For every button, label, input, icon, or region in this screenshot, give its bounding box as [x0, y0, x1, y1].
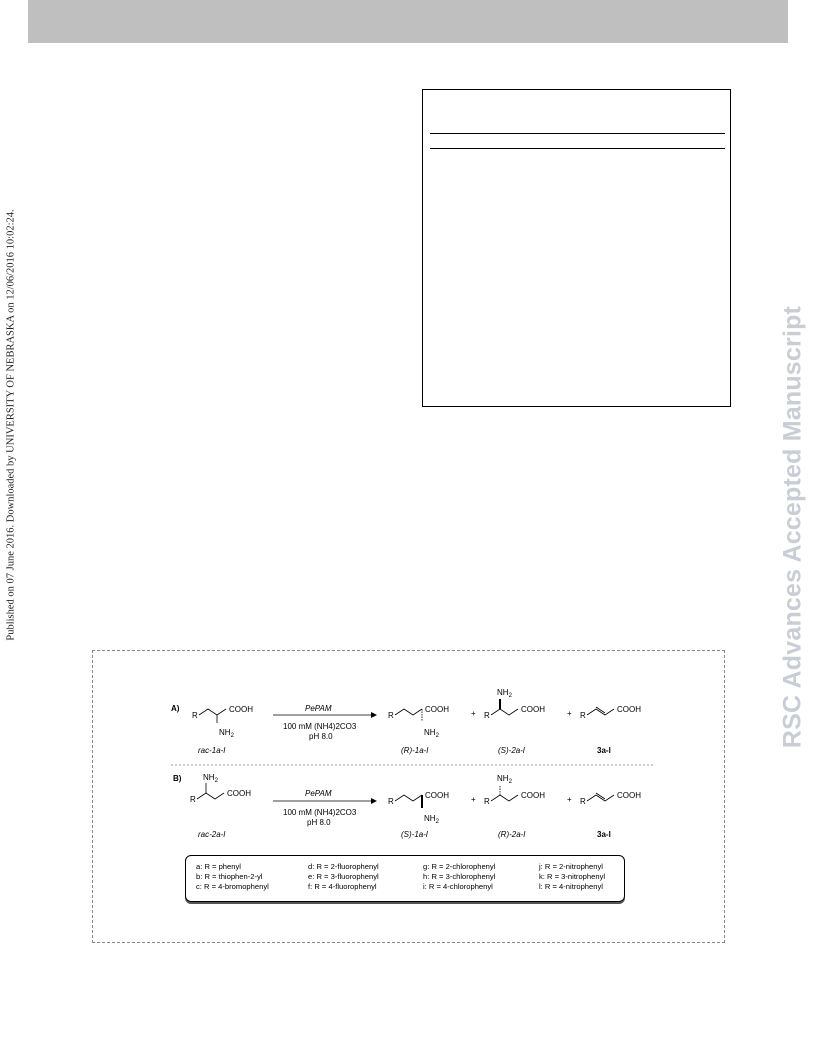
substrate-b-r-group: R: [190, 795, 196, 804]
reaction-scheme: [92, 650, 725, 943]
product-b1-r-group: R: [388, 797, 394, 806]
product-a1-r-group: R: [388, 711, 394, 720]
substrate-b-amine: $NH_2$: [203, 773, 218, 784]
legend-item: e: R = 3-fluorophenyl: [308, 872, 379, 881]
substituent-legend-grid: [196, 862, 618, 892]
legend-item: a: R = phenyl: [196, 862, 241, 871]
legend-item: i: R = 4-chlorophenyl: [423, 882, 493, 891]
product-b2-r-group: R: [484, 797, 490, 806]
product-a2-amine: $NH_2$: [497, 688, 512, 699]
table-top-rule: [430, 133, 725, 134]
product-a3-name: 3a-l: [597, 746, 611, 755]
substrate-a-r-group: R: [192, 711, 198, 720]
accepted-manuscript-watermark: [770, 0, 816, 1056]
product-a2-name: (S)-2a-l: [498, 746, 525, 755]
legend-item: d: R = 2-fluorophenyl: [308, 862, 379, 871]
product-b1-acid: COOH: [425, 791, 449, 800]
substrate-b-name: rac-2a-l: [198, 830, 226, 839]
publication-note-text: Published on 07 June 2016. Downloaded by UNIVERSITY OF NEBRASKA on 12/06/2016 10:02:24.: [5, 209, 17, 641]
product-a3-acid: COOH: [617, 705, 641, 714]
legend-item: g: R = 2-chlorophenyl: [423, 862, 496, 871]
substrate-a-amine: $NH_2$: [219, 728, 234, 739]
legend-item: b: R = thiophen-2-yl: [196, 872, 263, 881]
product-a1-structure: [395, 709, 422, 721]
substituent-legend: [185, 855, 625, 902]
product-a2-r-group: R: [484, 711, 490, 720]
legend-item: h: R = 3-chlorophenyl: [423, 872, 496, 881]
product-a3-r-group: R: [580, 711, 586, 720]
product-a2-acid: COOH: [521, 705, 545, 714]
substrate-a-acid: COOH: [229, 705, 253, 714]
legend-item: k: R = 3-nitrophenyl: [539, 872, 606, 881]
plus-sign: +: [471, 795, 476, 804]
product-a2-structure: [491, 699, 518, 715]
panel-a: [171, 688, 641, 755]
journal-header-bar: [28, 0, 788, 43]
legend-item: l: R = 4-nitrophenyl: [539, 882, 603, 891]
substrate-a-name: rac-1a-l: [198, 746, 226, 755]
conditions-b-ph: pH 8.0: [307, 818, 331, 827]
publication-side-note: [0, 0, 22, 1056]
enzyme-b: PePAM: [305, 789, 332, 798]
legend-item: j: R = 2-nitrophenyl: [539, 862, 603, 871]
conditions-a-ph: pH 8.0: [309, 732, 333, 741]
product-a1-amine: $NH_2$: [424, 728, 439, 739]
product-b2-name: (R)-2a-l: [498, 830, 526, 839]
plus-sign: +: [471, 709, 476, 718]
conditions-a-buffer: 100 mM (NH4)2CO3: [283, 722, 357, 731]
product-b1-name: (S)-1a-l: [401, 830, 428, 839]
product-b3-structure: [587, 793, 614, 801]
panel-b-label: B): [173, 774, 182, 783]
product-b2-amine: $NH_2$: [497, 774, 512, 785]
product-a1-name: (R)-1a-l: [401, 746, 429, 755]
product-b3-r-group: R: [580, 797, 586, 806]
substrate-b-structure: [197, 783, 224, 799]
product-b1-structure: [395, 795, 422, 808]
plus-sign: +: [567, 795, 572, 804]
product-a3-structure: [587, 707, 614, 715]
product-b3-name: 3a-l: [597, 830, 611, 839]
product-b3-acid: COOH: [617, 791, 641, 800]
table-header-rule: [430, 148, 725, 149]
substrate-a-structure: [199, 709, 226, 723]
substrate-b-acid: COOH: [227, 789, 251, 798]
panel-b: [173, 773, 641, 839]
product-b2-structure: [491, 785, 518, 801]
product-b2-acid: COOH: [521, 791, 545, 800]
product-a1-acid: COOH: [425, 705, 449, 714]
product-b1-amine: $NH_2$: [424, 814, 439, 825]
reaction-arrow-b-head: [371, 798, 377, 804]
plus-sign: +: [567, 709, 572, 718]
conditions-b-buffer: 100 mM (NH4)2CO3: [283, 808, 357, 817]
legend-item: f: R = 4-fluorophenyl: [308, 882, 377, 891]
enzyme-a: PePAM: [305, 704, 332, 713]
watermark-text: RSC Advances Accepted Manuscript: [778, 305, 807, 749]
reaction-arrow-a-head: [371, 712, 377, 718]
table-frame: [422, 89, 731, 407]
panel-a-label: A): [171, 704, 180, 713]
legend-item: c: R = 4-bromophenyl: [196, 882, 269, 891]
